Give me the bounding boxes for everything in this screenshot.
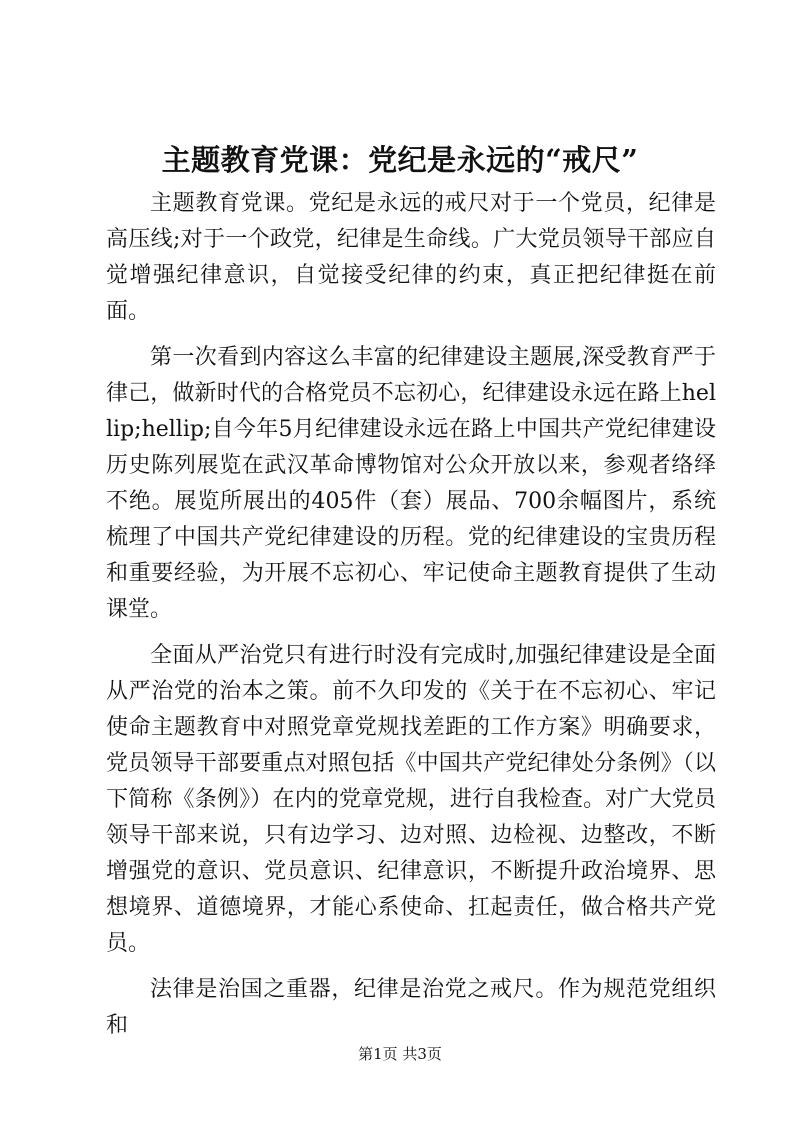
paragraph-1: 主题教育党课。党纪是永远的戒尺对于一个党员，纪律是高压线;对于一个政党，纪律是生命线。广大党员领导干部应自觉增强纪律意识，自觉接受纪律的约束，真正把纪律挺在前面。 xyxy=(106,191,716,324)
paragraph-2: 第一次看到内容这么丰富的纪律建设主题展,深受教育严于律己，做新时代的合格党员不忘初心，纪律建设永远在路上hellip;hellip;自今年5月纪律建设永远在路上中国共产党纪律建设历史陈列展览在武汉革命博物馆对公众开放以来，参观者络绎不绝。展览所展出的405件（套）展品、700余幅图片，系统梳理了中国共产党纪律建设的历程。党的纪律建设的宝贵历程和重要经验，为开展不忘初心、牢记使命主题教育提供了生动课堂。 xyxy=(106,345,716,622)
paragraph-3: 全面从严治党只有进行时没有完成时,加强纪律建设是全面从严治党的治本之策。前不久印发的《关于在不忘初心、牢记使命主题教育中对照党章党规找差距的工作方案》明确要求，党员领导干部要重点对照包括《中国共产党纪律处分条例》（以下简称《条例》）在内的党章党规，进行自我检查。对广大党员领导干部来说，只有边学习、边对照、边检视、边整改，不断增强党的意识、党员意识、纪律意识，不断提升政治境界、思想境界、道德境界，才能心系使命、扛起责任，做合格共产党员。 xyxy=(106,643,716,956)
paragraph-4: 法律是治国之重器，纪律是治党之戒尺。作为规范党组织和 xyxy=(106,977,716,1038)
page-footer: 第1页 共3页 xyxy=(358,1045,442,1063)
document-title: 主题教育党课：党纪是永远的“戒尺” xyxy=(161,143,639,177)
document-body xyxy=(106,186,716,1054)
